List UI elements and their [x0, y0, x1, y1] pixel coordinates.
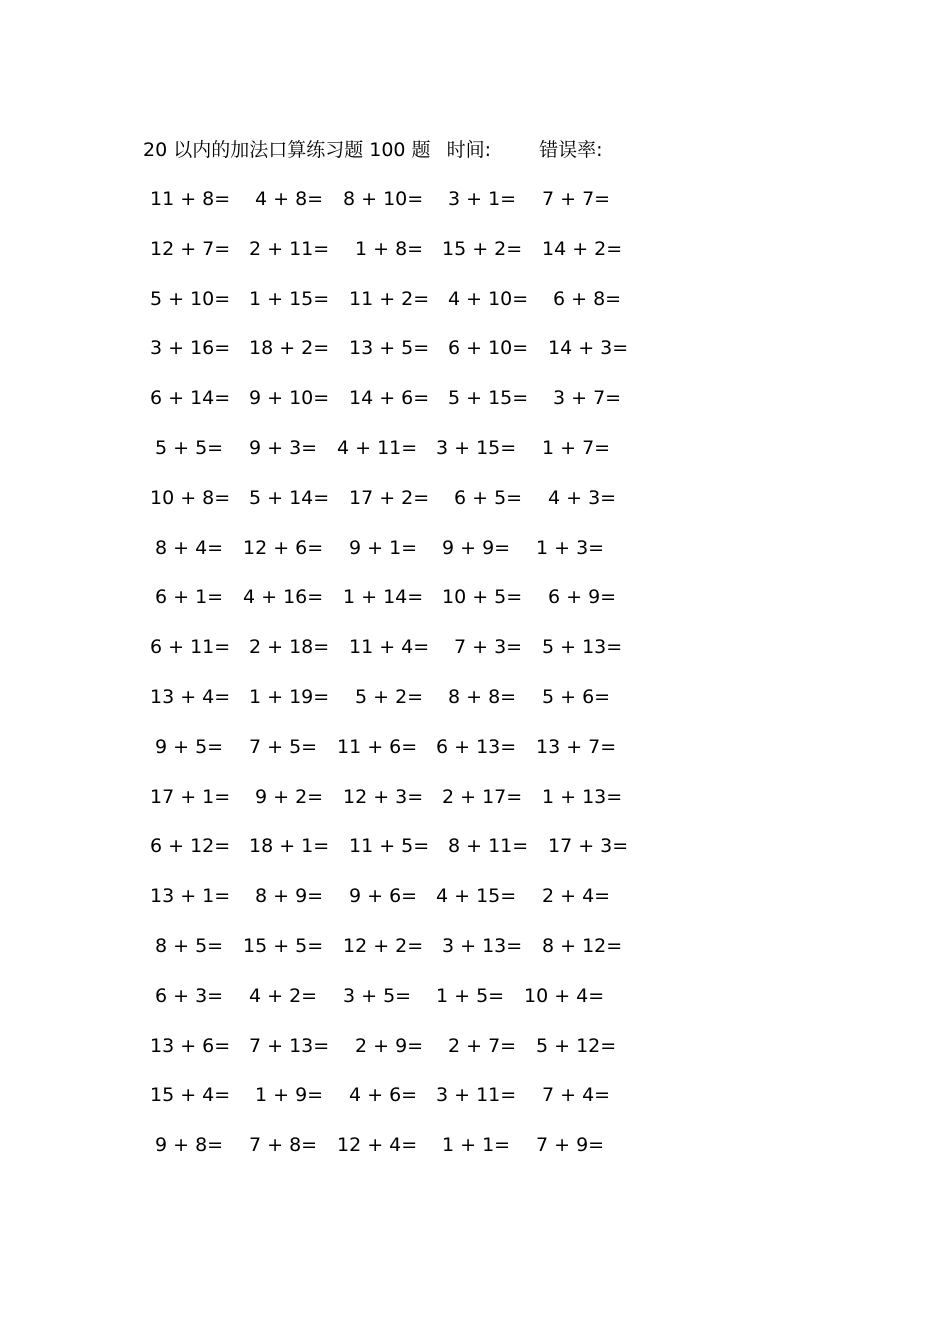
- problem-item: 11 + 6=: [337, 736, 418, 758]
- problem-item: 2 + 4=: [542, 885, 611, 907]
- problem-item: 7 + 4=: [542, 1084, 611, 1106]
- problem-item: 9 + 6=: [349, 885, 418, 907]
- problem-item: 5 + 5=: [155, 437, 224, 459]
- problem-item: 6 + 8=: [553, 288, 622, 310]
- problem-item: 1 + 19=: [249, 686, 330, 708]
- problem-item: 8 + 10=: [343, 188, 424, 210]
- problem-item: 9 + 9=: [442, 537, 511, 559]
- problem-item: 8 + 11=: [448, 835, 529, 857]
- problem-item: 7 + 9=: [536, 1134, 605, 1156]
- problem-item: 5 + 10=: [150, 288, 231, 310]
- problem-item: 4 + 8=: [255, 188, 324, 210]
- problem-item: 14 + 6=: [349, 387, 430, 409]
- problem-item: 11 + 4=: [349, 636, 430, 658]
- problem-item: 6 + 5=: [454, 487, 523, 509]
- problem-item: 6 + 13=: [436, 736, 517, 758]
- problem-item: 2 + 9=: [355, 1035, 424, 1057]
- problem-item: 3 + 7=: [553, 387, 622, 409]
- problem-item: 12 + 7=: [150, 238, 231, 260]
- worksheet-title: 20 以内的加法口算练习题 100 题: [143, 139, 431, 161]
- problem-item: 5 + 2=: [355, 686, 424, 708]
- problem-item: 5 + 13=: [542, 636, 623, 658]
- problem-item: 7 + 13=: [249, 1035, 330, 1057]
- problem-item: 2 + 18=: [249, 636, 330, 658]
- problem-item: 9 + 10=: [249, 387, 330, 409]
- problem-item: 2 + 17=: [442, 786, 523, 808]
- problem-item: 6 + 12=: [150, 835, 231, 857]
- problem-item: 9 + 8=: [155, 1134, 224, 1156]
- problem-item: 13 + 7=: [536, 736, 617, 758]
- problem-item: 15 + 5=: [243, 935, 324, 957]
- problem-item: 6 + 1=: [155, 586, 224, 608]
- problem-item: 18 + 2=: [249, 337, 330, 359]
- problem-item: 1 + 15=: [249, 288, 330, 310]
- problem-item: 17 + 2=: [349, 487, 430, 509]
- problem-item: 3 + 1=: [448, 188, 517, 210]
- problem-item: 5 + 14=: [249, 487, 330, 509]
- problem-item: 4 + 16=: [243, 586, 324, 608]
- problem-item: 15 + 2=: [442, 238, 523, 260]
- problem-item: 17 + 3=: [548, 835, 629, 857]
- problem-item: 13 + 5=: [349, 337, 430, 359]
- problem-item: 9 + 1=: [349, 537, 418, 559]
- problem-item: 10 + 5=: [442, 586, 523, 608]
- problem-item: 15 + 4=: [150, 1084, 231, 1106]
- problem-item: 7 + 5=: [249, 736, 318, 758]
- problem-item: 8 + 5=: [155, 935, 224, 957]
- problem-item: 5 + 12=: [536, 1035, 617, 1057]
- problem-item: 6 + 11=: [150, 636, 231, 658]
- problem-item: 1 + 8=: [355, 238, 424, 260]
- problem-item: 2 + 7=: [448, 1035, 517, 1057]
- problem-item: 9 + 3=: [249, 437, 318, 459]
- problem-item: 11 + 8=: [150, 188, 231, 210]
- problem-item: 3 + 5=: [343, 985, 412, 1007]
- problem-item: 4 + 6=: [349, 1084, 418, 1106]
- problem-item: 8 + 12=: [542, 935, 623, 957]
- problem-item: 5 + 6=: [542, 686, 611, 708]
- problem-item: 4 + 3=: [548, 487, 617, 509]
- problem-item: 6 + 14=: [150, 387, 231, 409]
- problem-item: 8 + 4=: [155, 537, 224, 559]
- problem-item: 1 + 1=: [442, 1134, 511, 1156]
- problem-item: 1 + 3=: [536, 537, 605, 559]
- problem-item: 11 + 2=: [349, 288, 430, 310]
- problem-item: 12 + 6=: [243, 537, 324, 559]
- problem-item: 7 + 7=: [542, 188, 611, 210]
- problem-item: 9 + 2=: [255, 786, 324, 808]
- problem-item: 1 + 9=: [255, 1084, 324, 1106]
- problem-item: 8 + 9=: [255, 885, 324, 907]
- problem-item: 5 + 15=: [448, 387, 529, 409]
- problem-item: 4 + 11=: [337, 437, 418, 459]
- problem-item: 13 + 1=: [150, 885, 231, 907]
- problem-item: 10 + 4=: [524, 985, 605, 1007]
- problem-item: 12 + 3=: [343, 786, 424, 808]
- problem-item: 3 + 13=: [442, 935, 523, 957]
- problem-item: 6 + 3=: [155, 985, 224, 1007]
- problem-item: 3 + 11=: [436, 1084, 517, 1106]
- problem-item: 1 + 7=: [542, 437, 611, 459]
- problem-item: 12 + 2=: [343, 935, 424, 957]
- problem-item: 13 + 6=: [150, 1035, 231, 1057]
- problem-item: 9 + 5=: [155, 736, 224, 758]
- problem-item: 6 + 9=: [548, 586, 617, 608]
- problem-item: 3 + 15=: [436, 437, 517, 459]
- time-label: 时间:: [446, 139, 492, 161]
- problem-item: 2 + 11=: [249, 238, 330, 260]
- problem-item: 6 + 10=: [448, 337, 529, 359]
- problem-item: 4 + 2=: [249, 985, 318, 1007]
- problem-item: 1 + 5=: [436, 985, 505, 1007]
- problem-item: 17 + 1=: [150, 786, 231, 808]
- problem-item: 3 + 16=: [150, 337, 231, 359]
- problem-item: 13 + 4=: [150, 686, 231, 708]
- problem-item: 4 + 15=: [436, 885, 517, 907]
- problem-item: 14 + 2=: [542, 238, 623, 260]
- problem-item: 8 + 8=: [448, 686, 517, 708]
- error-rate-label: 错误率:: [539, 139, 603, 161]
- problem-item: 12 + 4=: [337, 1134, 418, 1156]
- problem-item: 10 + 8=: [150, 487, 231, 509]
- problem-item: 7 + 8=: [249, 1134, 318, 1156]
- problem-item: 4 + 10=: [448, 288, 529, 310]
- problem-item: 7 + 3=: [454, 636, 523, 658]
- problem-item: 14 + 3=: [548, 337, 629, 359]
- problem-item: 18 + 1=: [249, 835, 330, 857]
- problem-item: 1 + 14=: [343, 586, 424, 608]
- problem-item: 11 + 5=: [349, 835, 430, 857]
- problem-item: 1 + 13=: [542, 786, 623, 808]
